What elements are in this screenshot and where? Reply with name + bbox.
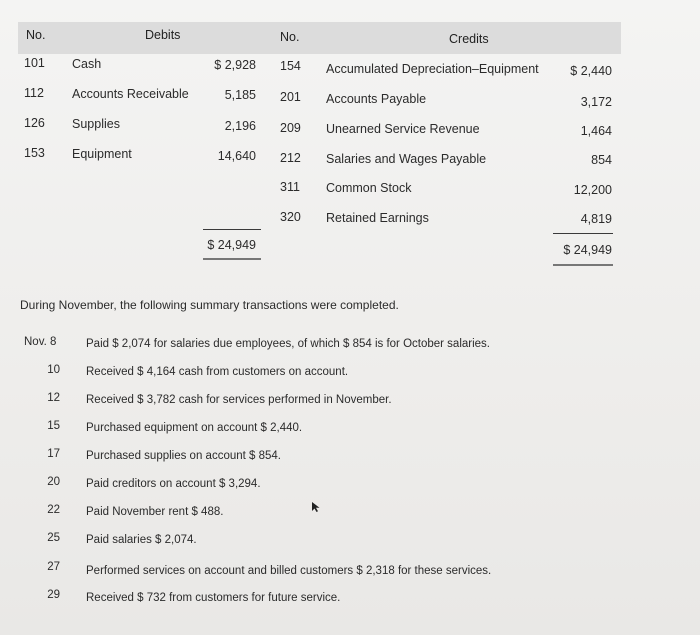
transaction-description: Paid creditors on account $ 3,294. [86, 478, 261, 490]
transaction-description: Paid $ 2,074 for salaries due employees, of which $ 854 is for October salaries. [86, 338, 490, 350]
credit-account-no: 320 [280, 210, 301, 224]
transaction-date: 27 [47, 561, 60, 573]
table-header-bar [18, 22, 621, 54]
transaction-date: 12 [47, 392, 60, 404]
debit-total-double-rule [203, 258, 261, 260]
transaction-description: Purchased equipment on account $ 2,440. [86, 422, 303, 434]
credit-account-no: 311 [280, 180, 300, 194]
transaction-date: 22 [47, 504, 60, 516]
transaction-date: 29 [47, 589, 60, 601]
credit-amount: 854 [591, 153, 612, 167]
credit-account-name: Accumulated Depreciation–Equipment [326, 62, 539, 76]
debit-account-no: 126 [24, 116, 45, 130]
transaction-description: Received $ 3,782 cash for services performed in November. [86, 394, 392, 406]
intro-text: During November, the following summary transactions were completed. [20, 298, 399, 312]
debit-amount: 2,196 [224, 119, 256, 133]
debit-account-name: Equipment [72, 147, 132, 161]
transaction-date: 25 [47, 532, 60, 544]
mouse-cursor-icon [311, 501, 321, 513]
credit-account-no: 212 [280, 151, 301, 165]
transaction-date: 20 [47, 476, 60, 488]
debit-account-name: Cash [72, 57, 102, 71]
credit-amount: 12,200 [573, 183, 612, 197]
transaction-description: Paid salaries $ 2,074. [86, 534, 197, 546]
transaction-description: Received $ 4,164 cash from customers on account. [86, 366, 349, 378]
credit-account-name: Salaries and Wages Payable [326, 152, 487, 166]
debit-account-no: 153 [24, 146, 45, 160]
debit-amount: $ 2,928 [214, 58, 256, 72]
debit-amount: 14,640 [217, 149, 256, 163]
transaction-description: Purchased supplies on account $ 854. [86, 450, 281, 462]
header-debits: Debits [145, 28, 181, 42]
credit-amount: 3,172 [580, 95, 612, 109]
credit-account-no: 201 [280, 90, 301, 104]
credit-total-double-rule [553, 264, 613, 266]
credit-account-no: 154 [280, 59, 301, 73]
transaction-date: 10 [47, 364, 60, 376]
transaction-description: Received $ 732 from customers for future service. [86, 592, 341, 604]
credit-amount: 4,819 [580, 212, 612, 226]
debit-total: $ 24,949 [207, 238, 256, 252]
debit-account-no: 112 [24, 86, 44, 100]
debit-subtotal-rule [203, 229, 261, 230]
debit-account-no: 101 [24, 56, 45, 70]
credit-amount: 1,464 [580, 124, 612, 138]
credit-account-name: Retained Earnings [326, 211, 429, 225]
credit-account-no: 209 [280, 121, 301, 135]
debit-account-name: Supplies [72, 117, 120, 131]
header-credits: Credits [449, 32, 489, 46]
transaction-date: 17 [47, 448, 60, 460]
credit-subtotal-rule [553, 233, 613, 234]
debit-account-name: Accounts Receivable [72, 87, 189, 101]
transaction-description: Performed services on account and billed customers $ 2,318 for these services. [86, 565, 492, 577]
debit-amount: 5,185 [224, 88, 256, 102]
credit-total: $ 24,949 [563, 243, 612, 257]
transaction-date: Nov. 8 [24, 336, 57, 348]
header-no-right: No. [280, 30, 300, 44]
transaction-description: Paid November rent $ 488. [86, 506, 224, 518]
credit-account-name: Accounts Payable [326, 92, 427, 106]
credit-account-name: Unearned Service Revenue [326, 122, 480, 136]
header-no-left: No. [26, 28, 46, 42]
credit-amount: $ 2,440 [570, 64, 612, 78]
credit-account-name: Common Stock [326, 181, 412, 195]
transaction-date: 15 [47, 420, 60, 432]
